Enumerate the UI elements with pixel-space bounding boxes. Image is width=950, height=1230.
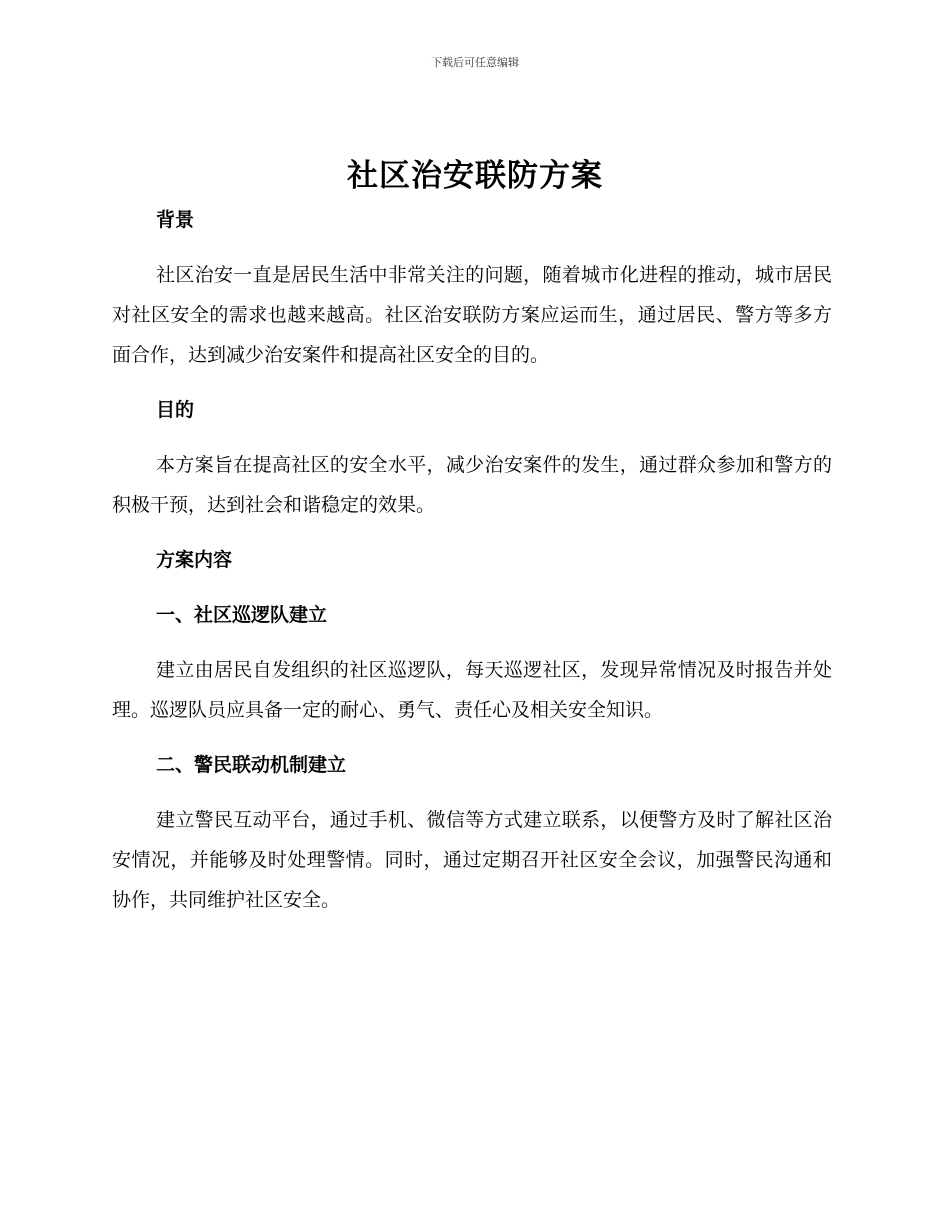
section-heading-background: 背景: [156, 209, 195, 231]
section-heading-police-linkage: 二、警民联动机制建立: [156, 754, 347, 776]
page-header-note: 下载后可任意编辑: [431, 56, 519, 69]
paragraph-police-linkage: 建立警民互动平台，通过手机、微信等方式建立联系，以便警方及时了解社区治安情况，并能够及时处理警情。同时，通过定期召开社区安全会议，加强警民沟通和协作，共同维护社区安全。: [112, 809, 832, 911]
paragraph-background: 社区治安一直是居民生活中非常关注的问题，随着城市化进程的推动，城市居民对社区安全的需求也越来越高。社区治安联防方案应运而生，通过居民、警方等多方面合作，达到减少治安案件和提高社区安全的目的。: [112, 264, 832, 366]
section-heading-patrol-team: 一、社区巡逻队建立: [156, 604, 328, 626]
section-heading-purpose: 目的: [156, 399, 195, 421]
paragraph-patrol-team: 建立由居民自发组织的社区巡逻队，每天巡逻社区，发现异常情况及时报告并处理。巡逻队员应具备一定的耐心、勇气、责任心及相关安全知识。: [112, 659, 832, 721]
document-body: [112, 200, 832, 920]
document-title: 社区治安联防方案: [347, 158, 603, 194]
paragraph-purpose: 本方案旨在提高社区的安全水平，减少治安案件的发生，通过群众参加和警方的积极干预，达到社会和谐稳定的效果。: [112, 454, 832, 516]
section-heading-content: 方案内容: [156, 549, 233, 571]
